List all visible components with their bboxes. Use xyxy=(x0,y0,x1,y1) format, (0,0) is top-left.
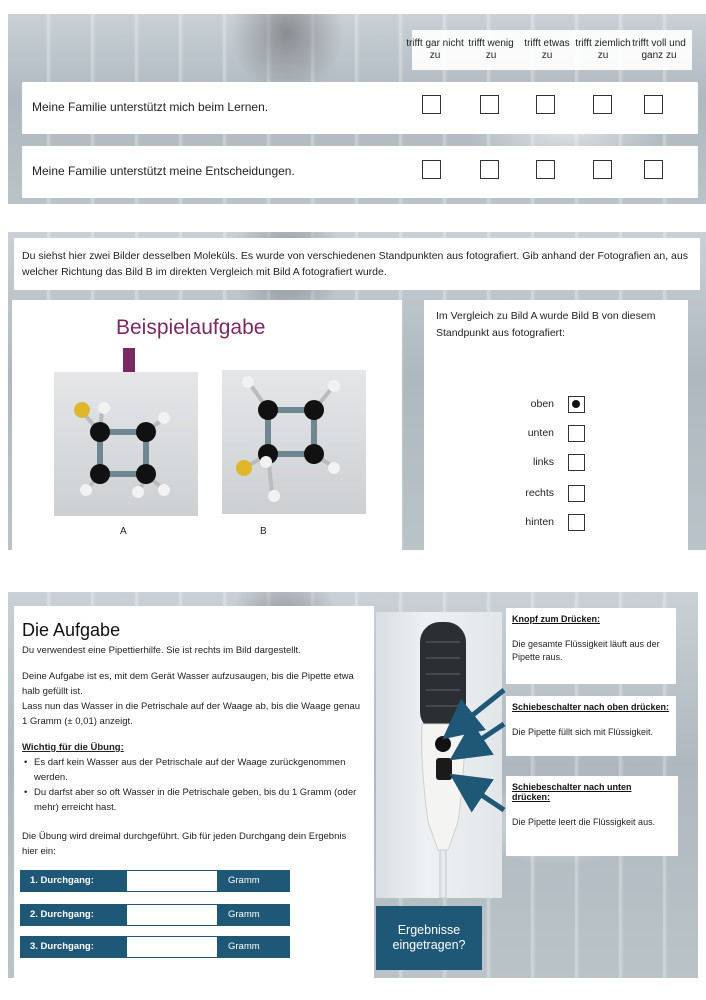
info-box-button xyxy=(506,608,676,684)
likert-checkbox-2[interactable] xyxy=(480,95,499,114)
run-label: 2. Durchgang: xyxy=(30,909,94,920)
option-radio-oben[interactable] xyxy=(568,396,585,413)
run-label: 1. Durchgang: xyxy=(30,875,94,886)
image-a-caption: A xyxy=(120,526,127,537)
molecule-section xyxy=(8,232,706,550)
likert-row xyxy=(22,82,698,134)
info-text: Die Pipette füllt sich mit Flüssigkeit. xyxy=(512,727,654,737)
likert-row-label: Meine Familie unterstützt meine Entscheidungen. xyxy=(32,164,295,178)
likert-header-2: trifft wenig zu xyxy=(468,38,514,61)
likert-header-5: trifft voll und ganz zu xyxy=(632,38,686,61)
likert-checkbox-3[interactable] xyxy=(536,95,555,114)
run-row-1 xyxy=(20,870,290,892)
likert-checkbox-4[interactable] xyxy=(593,160,612,179)
run-unit: Gramm xyxy=(228,875,260,886)
run-unit: Gramm xyxy=(228,941,260,952)
pipette-slider-icon xyxy=(436,758,452,780)
run-label: 3. Durchgang: xyxy=(30,941,94,952)
option-radio-unten[interactable] xyxy=(568,425,585,442)
option-label-hinten: hinten xyxy=(525,516,554,528)
likert-checkbox-5[interactable] xyxy=(644,95,663,114)
pipette-section xyxy=(8,592,698,978)
rule-item: • Du darfst aber so oft Wasser in die Petrischale geben, bis du 1 Gramm (oder mehr) erreicht hast. xyxy=(22,785,364,815)
info-title: Knopf zum Drücken: xyxy=(512,614,601,624)
task-description-1: Deine Aufgabe ist es, mit dem Gerät Wasser aufzusaugen, bis die Pipette etwa halb gefüllt ist. xyxy=(22,671,354,697)
info-box-slider-up xyxy=(506,696,676,756)
rule-item: • Es darf kein Wasser aus der Petrischale auf der Waage zurückgenommen werden. xyxy=(22,755,364,785)
likert-checkbox-3[interactable] xyxy=(536,160,555,179)
info-title: Schiebeschalter nach oben drücken: xyxy=(512,702,670,712)
option-radio-hinten[interactable] xyxy=(568,514,585,531)
task-panel xyxy=(14,606,374,978)
option-label-links: links xyxy=(532,456,554,468)
run-1-input[interactable] xyxy=(126,870,218,892)
pipette-button-icon xyxy=(435,736,451,752)
info-text: Die gesamte Flüssigkeit läuft aus der Pipette raus. xyxy=(512,639,660,662)
run-unit: Gramm xyxy=(228,909,260,920)
run-row-2 xyxy=(20,904,290,926)
pipette-photo xyxy=(376,612,502,898)
option-label-rechts: rechts xyxy=(525,487,554,499)
pipette-grip xyxy=(420,622,466,732)
molecule-image-a xyxy=(54,372,198,516)
likert-row xyxy=(22,146,698,198)
rules-list xyxy=(22,755,364,815)
task-outro: Die Übung wird dreimal durchgeführt. Gib für jeden Durchgang dein Ergebnis hier ein: xyxy=(22,831,347,857)
likert-header-1: trifft gar nicht zu xyxy=(406,38,464,61)
likert-header-3: trifft etwas zu xyxy=(524,38,570,61)
image-b-caption: B xyxy=(260,526,267,537)
likert-section xyxy=(8,14,706,204)
submit-results-button[interactable]: Ergebnisse eingetragen? xyxy=(376,906,482,970)
task-description xyxy=(22,669,364,729)
likert-header-4: trifft ziemlich zu xyxy=(575,38,631,61)
likert-row-label: Meine Familie unterstützt mich beim Lernen. xyxy=(32,100,269,114)
task-intro: Du verwendest eine Pipettierhilfe. Sie ist rechts im Bild dargestellt. xyxy=(22,645,301,656)
likert-checkbox-1[interactable] xyxy=(422,160,441,179)
run-3-input[interactable] xyxy=(126,936,218,958)
example-label: Beispielaufgabe xyxy=(116,316,266,339)
molecule-prompt: Du siehst hier zwei Bilder desselben Moleküls. Es wurde von verschiedenen Standpunkten aus fotografiert. Gib anhand der Fotografien an, aus welcher Richtung das Bild B im direkten Vergleich mit Bild A fotografiert wurde. xyxy=(14,238,700,290)
molecule-image-b xyxy=(222,370,366,514)
direction-question: Im Vergleich zu Bild A wurde Bild B von diesem Standpunkt aus fotografiert: xyxy=(436,310,656,339)
task-title: Die Aufgabe xyxy=(22,620,121,640)
likert-checkbox-2[interactable] xyxy=(480,160,499,179)
likert-checkbox-1[interactable] xyxy=(422,95,441,114)
likert-checkbox-4[interactable] xyxy=(593,95,612,114)
option-label-unten: unten xyxy=(527,427,554,439)
task-description-2: Lass nun das Wasser in die Petrischale auf der Waage ab, bis die Waage genau 1 Gramm (± 0,01) anzeigt. xyxy=(22,701,360,727)
run-2-input[interactable] xyxy=(126,904,218,926)
important-title: Wichtig für die Übung: xyxy=(22,742,124,753)
option-radio-links[interactable] xyxy=(568,454,585,471)
molecule-images-panel xyxy=(12,300,402,550)
option-label-oben: oben xyxy=(530,398,554,410)
info-title: Schiebeschalter nach unten drücken: xyxy=(512,782,632,802)
likert-checkbox-5[interactable] xyxy=(644,160,663,179)
run-row-3 xyxy=(20,936,290,958)
direction-answer-panel xyxy=(424,300,688,550)
option-radio-rechts[interactable] xyxy=(568,485,585,502)
info-box-slider-down xyxy=(506,776,678,856)
info-text: Die Pipette leert die Flüssigkeit aus. xyxy=(512,817,656,827)
